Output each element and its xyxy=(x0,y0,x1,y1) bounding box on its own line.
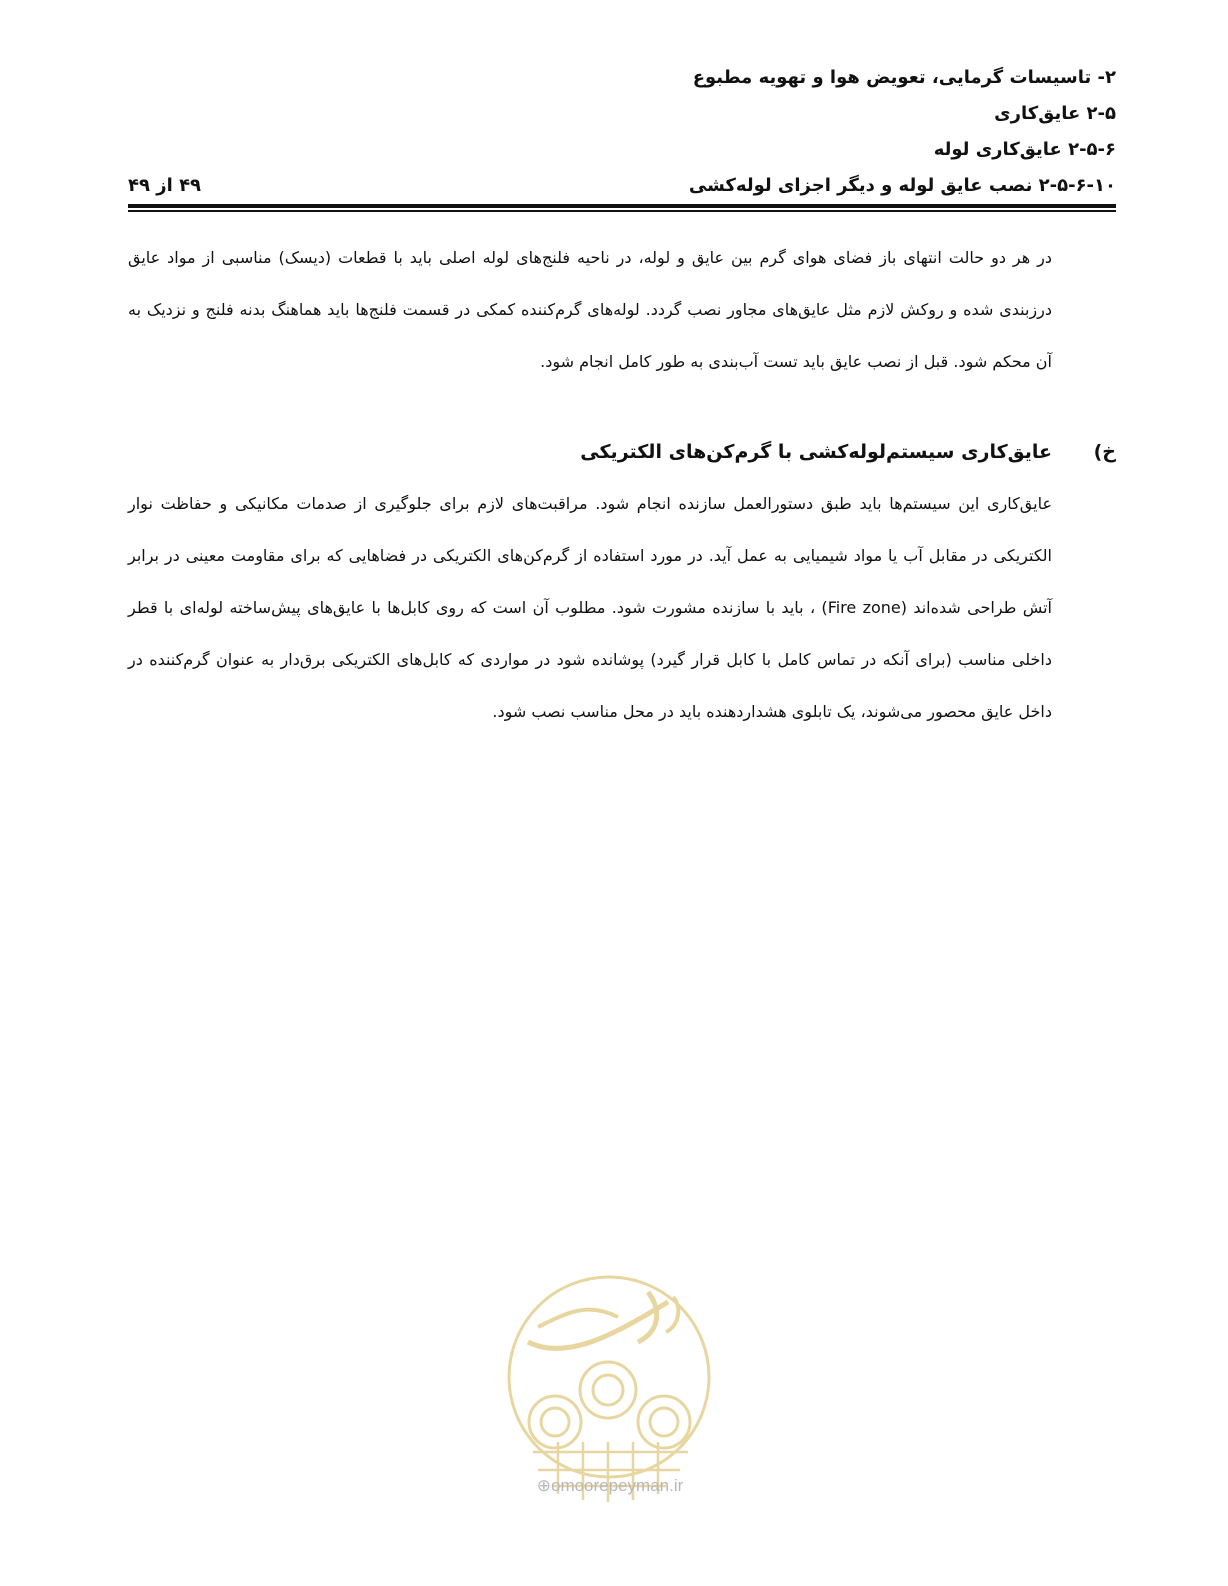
paragraph-electric-heaters: عایق‌کاری این سیستم‌ها باید طبق دستورالعمل سازنده انجام شود. مراقبت‌های لازم برای جلوگیری از صدمات مکانیکی و حفاظت نوار الکتریکی در مقابل آب یا مواد شیمیایی به عمل آید. در مورد استفاده از گرم‌کن‌های الکتریکی در فضاهایی که برای مقاومت معینی در برابر آتش طراحی شده‌اند (Fire zone) ، باید با سازنده مشورت شود. مطلوب آن است که روی کابل‌ها با عایق‌های پیش‌ساخته لوله‌ای با قطر داخلی مناسب (برای آنکه در تماس کامل با کابل قرار گیرد) پوشانده شود در مواردی که کابل‌های الکتریکی برق‌دار به عنوان گرم‌کننده در داخل عایق محصور می‌شوند، یک تابلوی هشداردهنده باید در محل مناسب نصب شود. xyxy=(128,494,1053,721)
globe-icon: ⊕ xyxy=(536,1476,551,1495)
header-rule-thick xyxy=(128,204,1116,208)
section-title: عایق‌کاری سیستم‌لوله‌کشی با گرم‌کن‌های الکتریکی xyxy=(580,441,1052,463)
page-count: ۴۹ از ۴۹ xyxy=(128,175,202,196)
paragraph-flange-insulation: در هر دو حالت انتهای باز فضای هوای گرم بین عایق و لوله، در ناحیه فلنج‌های لوله اصلی باید با قطعات (دیسک) مناسبی از مواد عایق درزبندی شده و روکش لازم مثل عایق‌های مجاور نصب گردد. لوله‌های گرم‌کننده کمکی در قسمت فلنج‌ها باید هماهنگ بدنه فلنج و نزدیک به آن محکم شود. قبل از نصب عایق باید تست آب‌بندی به طور کامل انجام شود. xyxy=(128,248,1052,371)
header-rule-thin xyxy=(128,210,1116,212)
header-topic: ۲-۵-۶-۱۰ نصب عایق لوله و دیگر اجزای لوله‌کشی xyxy=(688,175,1116,196)
page-header xyxy=(128,60,1116,204)
header-topic-row xyxy=(128,168,1116,204)
section-marker: خ) xyxy=(1093,441,1116,463)
watermark-url-text: omoorepeyman.ir xyxy=(550,1476,684,1495)
watermark-url xyxy=(500,1476,720,1496)
watermark-seal-icon xyxy=(498,1272,720,1502)
header-chapter: ۲- تاسیسات گرمایی، تعویض هوا و تهویه مطبوع xyxy=(692,67,1116,88)
watermark-logo xyxy=(498,1272,720,1502)
section-heading xyxy=(128,432,1116,472)
header-subsection: ۲-۵-۶ عایق‌کاری لوله xyxy=(933,139,1116,160)
header-section: ۲-۵ عایق‌کاری xyxy=(994,103,1116,124)
